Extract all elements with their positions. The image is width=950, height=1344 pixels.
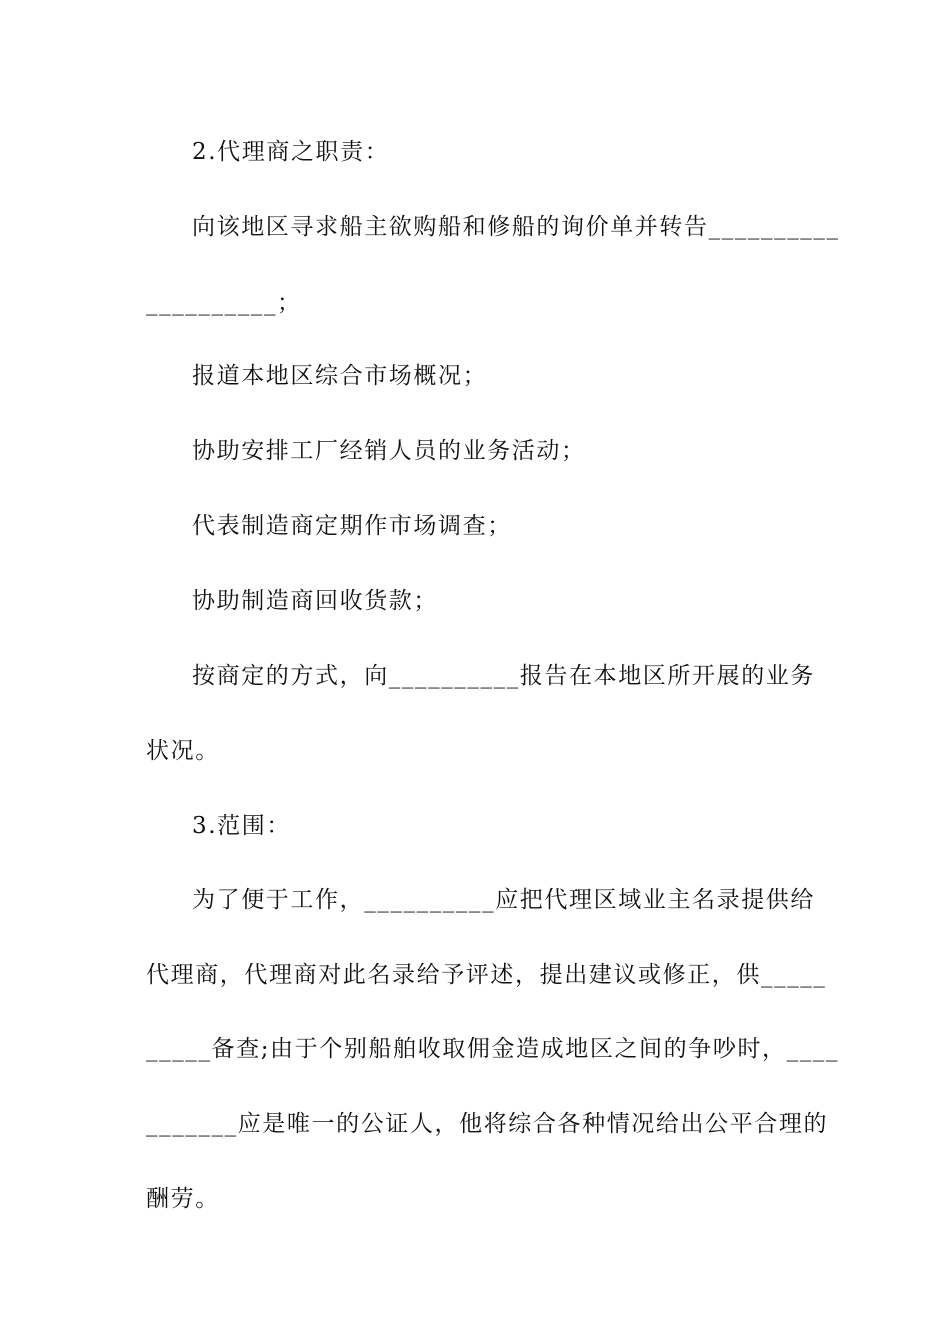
paragraph-line: 为了便于工作，__________应把代理区域业主名录提供给 [192,887,815,913]
paragraph-line: _____备查;由于个别船舶收取佣金造成地区之间的争吵时，____ [146,1036,840,1062]
paragraph-line: 向该地区寻求船主欲购船和修船的询价单并转告__________ [192,214,840,240]
paragraph-line: _______应是唯一的公证人，他将综合各种情况给出公平合理的 [146,1111,829,1137]
paragraph-line: 状况。 [146,738,220,764]
paragraph-line: 代表制造商定期作市场调查； [192,513,512,539]
paragraph-line: 酬劳。 [146,1186,220,1212]
section-heading-scope: 3.范围： [192,813,291,839]
paragraph-line: 按商定的方式，向__________报告在本地区所开展的业务 [192,663,815,689]
paragraph-line: 协助制造商回收货款； [192,588,438,614]
paragraph-line: 代理商，代理商对此名录给予评述，提出建议或修正，供_____ [146,962,827,988]
paragraph-line: __________； [146,290,302,316]
section-heading-duties: 2.代理商之职责： [192,139,390,165]
paragraph-line: 报道本地区综合市场概况； [192,363,488,389]
paragraph-line: 协助安排工厂经销人员的业务活动； [192,438,586,464]
